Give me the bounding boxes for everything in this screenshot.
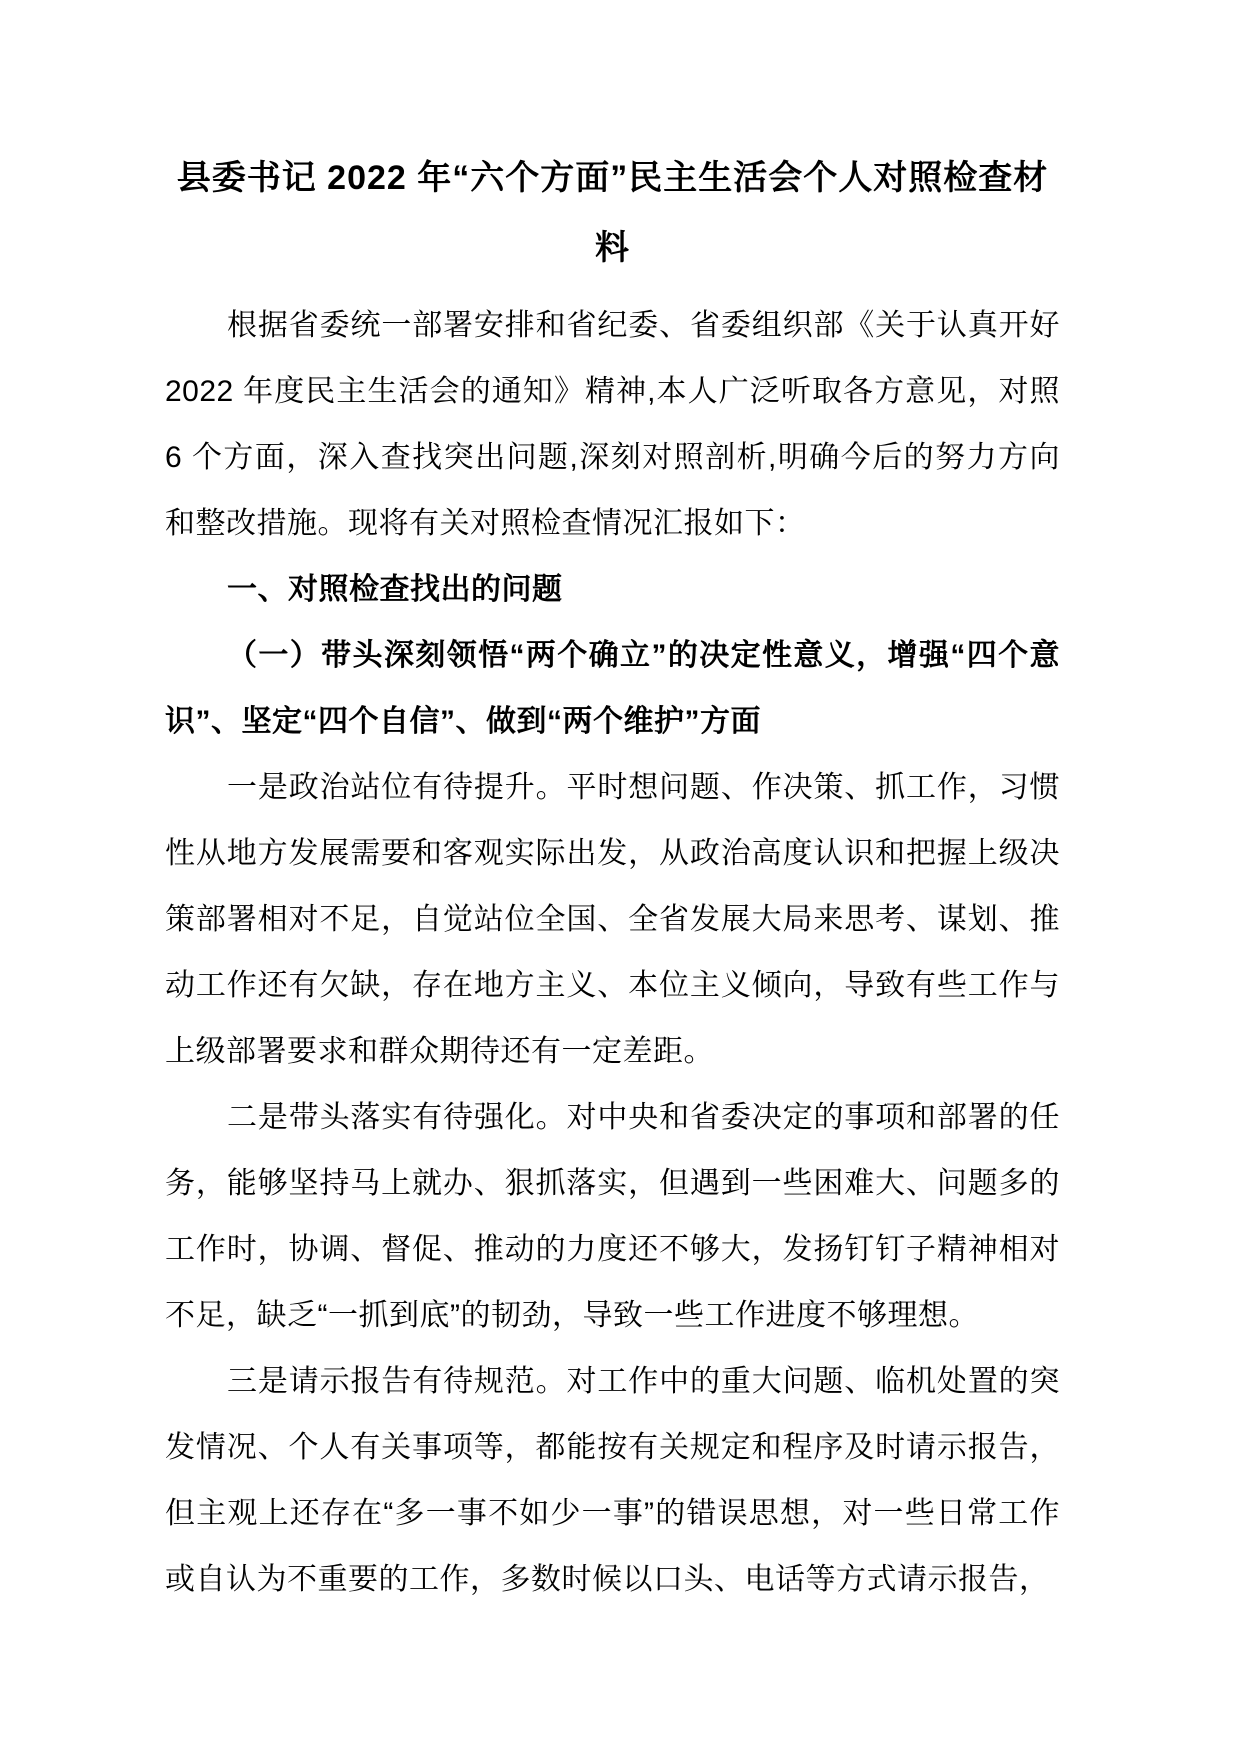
point-paragraph-2: 二是带头落实有待强化。对中央和省委决定的事项和部署的任务，能够坚持马上就办、狠抓落实，但遇到一些困难大、问题多的工作时，协调、督促、推动的力度还不够大，发扬钉钉子精神相对不足，缺乏“一抓到底”的韧劲，导致一些工作进度不够理想。 [165, 1101, 1060, 1332]
point-paragraph-1: 一是政治站位有待提升。平时想问题、作决策、抓工作，习惯性从地方发展需要和客观实际出发，从政治高度认识和把握上级决策部署相对不足，自觉站位全国、全省发展大局来思考、谋划、推动工作还有欠缺，存在地方主义、本位主义倾向，导致有些工作与上级部署要求和群众期待还有一定差距。 [165, 771, 1060, 1068]
point-paragraph-3: 三是请示报告有待规范。对工作中的重大问题、临机处置的突发情况、个人有关事项等，都能按有关规定和程序及时请示报告，但主观上还存在“多一事不如少一事”的错误思想，对一些日常工作或自认为不重要的工作，多数时候以口头、电话等方式请示报告， [165, 1365, 1060, 1596]
intro-paragraph: 根据省委统一部署安排和省纪委、省委组织部《关于认真开好 2022 年度民主生活会的通知》精神,本人广泛听取各方意见，对照 6 个方面，深入查找突出问题,深刻对照剖析,明确今后的努力方向和整改措施。现将有关对照检查情况汇报如下： [165, 309, 1060, 540]
subsection-heading-1: （一）带头深刻领悟“两个确立”的决定性意义，增强“四个意识”、坚定“四个自信”、做到“两个维护”方面 [165, 639, 1060, 738]
section-heading-1: 一、对照检查找出的问题 [227, 573, 563, 606]
document-title: 县委书记 2022 年“六个方面”民主生活会个人对照检查材料 [176, 159, 1049, 267]
